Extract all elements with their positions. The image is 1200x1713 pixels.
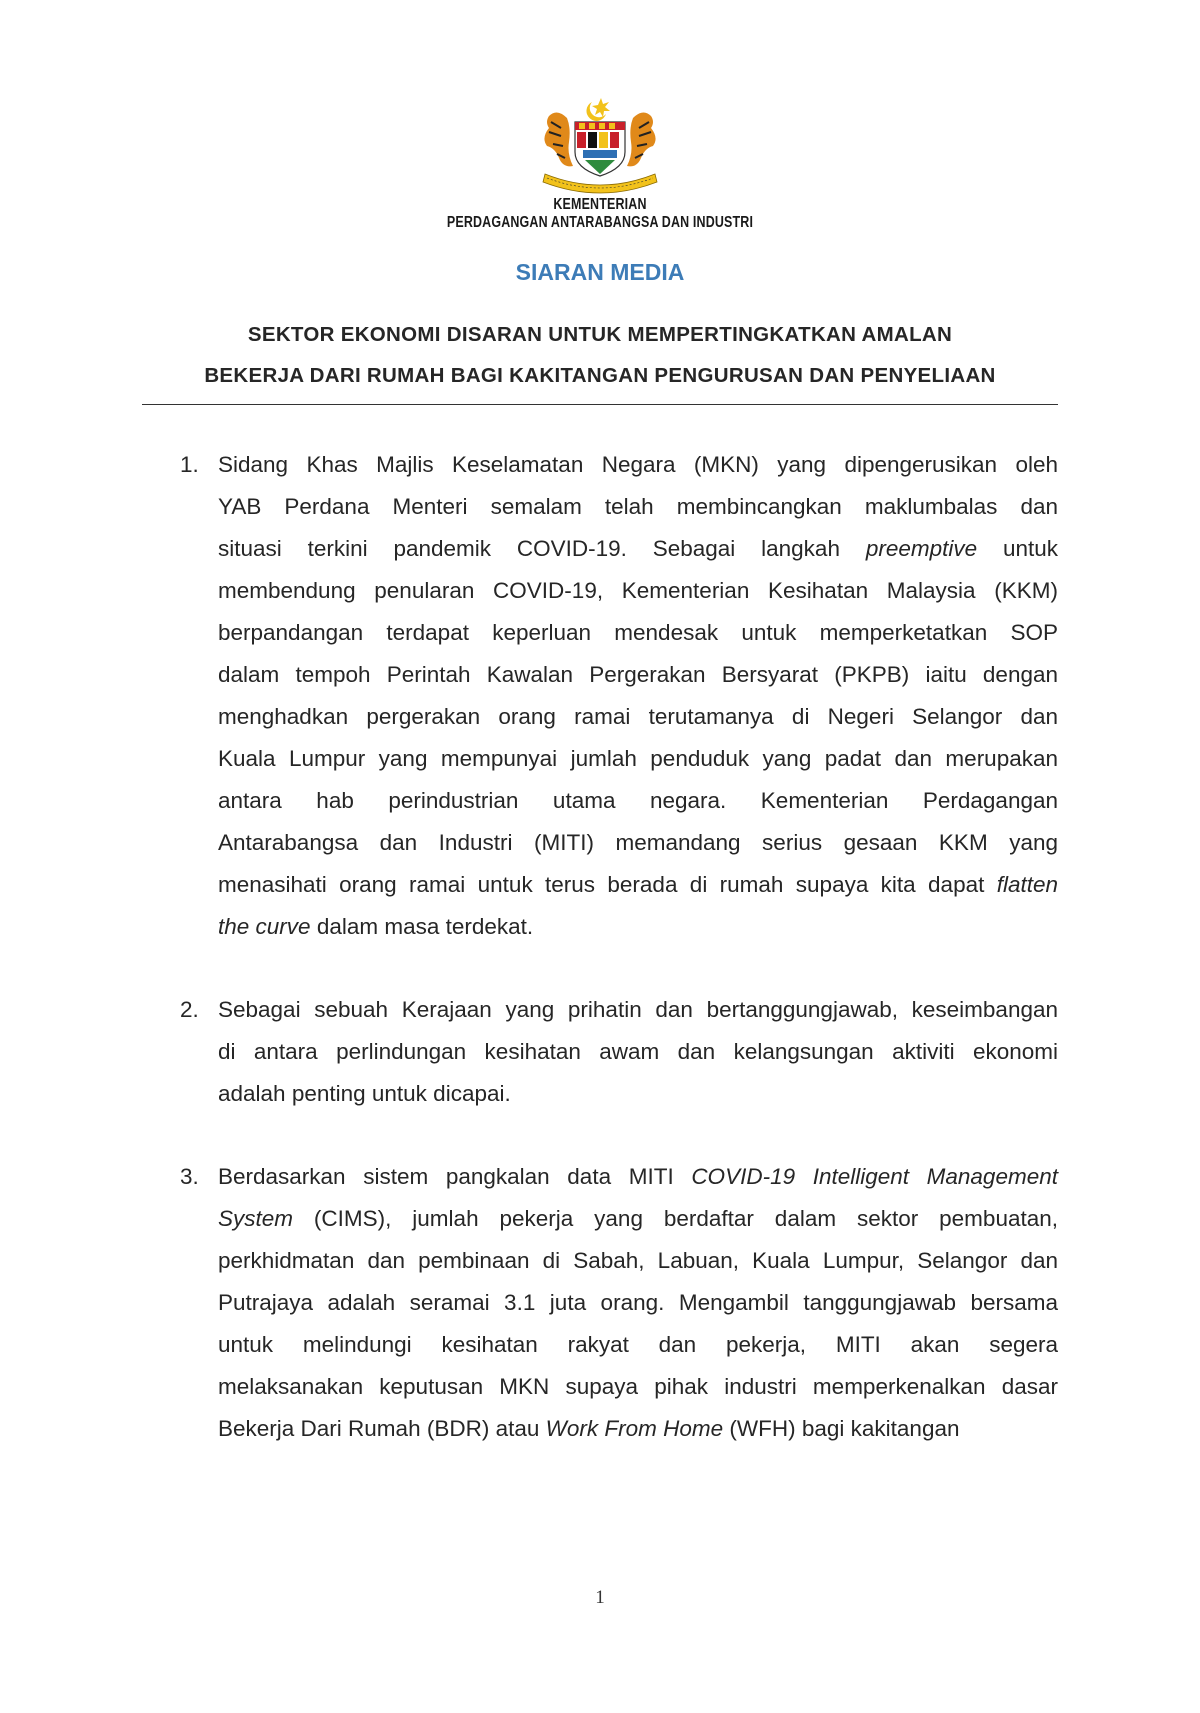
paragraph-line: dalam tempoh Perintah Kawalan Pergerakan Bersyarat (PKPB) iaitu dengan (218, 662, 1058, 687)
paragraph-line: adalah penting untuk dicapai. (218, 1081, 511, 1106)
paragraph-line: di antara perlindungan kesihatan awam dan kelangsungan aktiviti ekonomi (218, 1039, 1058, 1064)
ministry-name-line-2: PERDAGANGAN ANTARABANGSA DAN INDUSTRI (446, 214, 754, 231)
italic-term: COVID-19 Intelligent Management (691, 1164, 1058, 1189)
headline-line-2: BEKERJA DARI RUMAH BAGI KAKITANGAN PENGURUSAN DAN PENYELIAAN (204, 364, 996, 387)
paragraph-line: membendung penularan COVID-19, Kementerian Kesihatan Malaysia (KKM) (218, 578, 1058, 603)
paragraph-line: Sidang Khas Majlis Keselamatan Negara (MKN) yang dipengerusikan oleh (218, 452, 1058, 477)
paragraph-line: perkhidmatan dan pembinaan di Sabah, Labuan, Kuala Lumpur, Selangor dan (218, 1248, 1058, 1273)
italic-term: System (218, 1206, 294, 1231)
media-release-label: SIARAN MEDIA (515, 259, 685, 285)
paragraph-line: melaksanakan keputusan MKN supaya pihak industri memperkenalkan dasar (218, 1374, 1058, 1399)
paragraph-line: Antarabangsa dan Industri (MITI) memandang serius gesaan KKM yang (218, 830, 1058, 855)
italic-term: flatten (996, 872, 1058, 897)
headline-line-1: SEKTOR EKONOMI DISARAN UNTUK MEMPERTINGKATKAN AMALAN (247, 323, 953, 346)
italic-term: preemptive (865, 536, 978, 561)
paragraph-line: Bekerja Dari Rumah (BDR) atau Work From Home (WFH) bagi kakitangan (218, 1416, 960, 1441)
paragraph-line: Kuala Lumpur yang mempunyai jumlah penduduk yang padat dan merupakan (218, 746, 1058, 771)
italic-term: the curve (218, 914, 311, 939)
italic-term: Work From Home (545, 1416, 724, 1441)
paragraph-line: berpandangan terdapat keperluan mendesak untuk memperketatkan SOP (218, 620, 1058, 645)
headline-divider (142, 404, 1058, 405)
ministry-name-line-1: KEMENTERIAN (553, 196, 647, 213)
paragraph-number: 3. (180, 1164, 199, 1189)
page-number: 1 (595, 1587, 605, 1608)
paragraph-number: 2. (180, 997, 199, 1022)
paragraph-line: Sebagai sebuah Kerajaan yang prihatin dan bertanggungjawab, keseimbangan (218, 997, 1058, 1022)
malaysia-coat-of-arms-icon (535, 96, 665, 196)
paragraph-line: Berdasarkan sistem pangkalan data MITI COVID-19 Intelligent Management (218, 1164, 1058, 1189)
paragraph-line: YAB Perdana Menteri semalam telah membincangkan maklumbalas dan (218, 494, 1058, 519)
paragraph-line: menasihati orang ramai untuk terus berada di rumah supaya kita dapat flatten (218, 872, 1058, 897)
paragraph-line: untuk melindungi kesihatan rakyat dan pekerja, MITI akan segera (218, 1332, 1058, 1357)
paragraph-line: Putrajaya adalah seramai 3.1 juta orang. Mengambil tanggungjawab bersama (218, 1290, 1058, 1315)
paragraph-line: System (CIMS), jumlah pekerja yang berdaftar dalam sektor pembuatan, (218, 1206, 1058, 1231)
paragraph-number: 1. (180, 452, 199, 477)
paragraph-line: antara hab perindustrian utama negara. Kementerian Perdagangan (218, 788, 1058, 813)
paragraph-line: the curve dalam masa terdekat. (218, 914, 534, 939)
paragraph-line: situasi terkini pandemik COVID-19. Sebagai langkah preemptive untuk (218, 536, 1059, 561)
paragraph-line: menghadkan pergerakan orang ramai terutamanya di Negeri Selangor dan (218, 704, 1058, 729)
